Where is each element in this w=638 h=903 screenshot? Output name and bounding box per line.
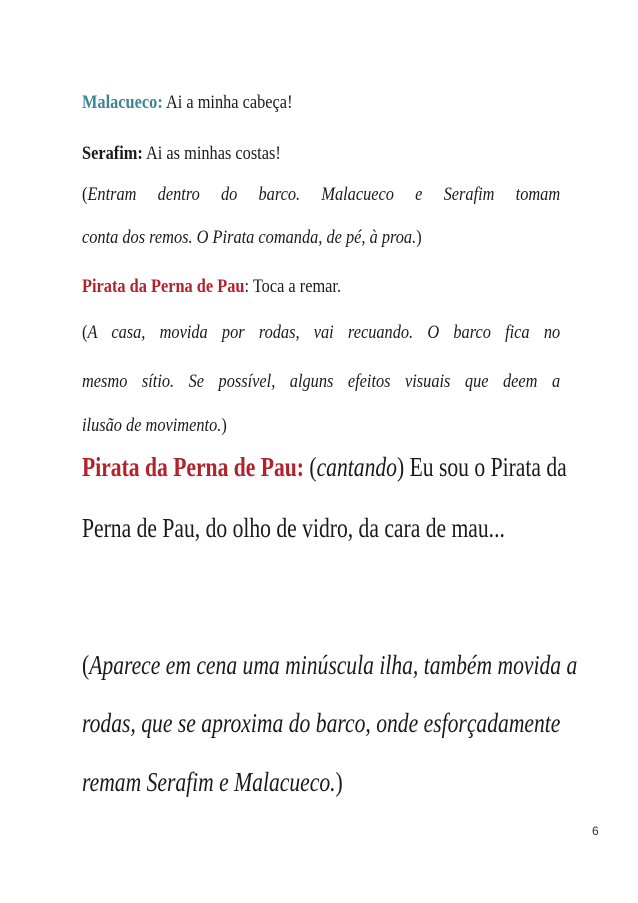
speaker-pirata: Pirata da Perna de Pau: — [82, 452, 304, 482]
close-paren: ) — [221, 415, 227, 436]
dialogue-line-pirata-song — [82, 513, 560, 544]
close-paren: ) — [396, 452, 405, 482]
stage-direction-line — [82, 708, 560, 739]
dialogue-line-serafim — [82, 143, 560, 165]
stage-direction-text: ilusão de movimento. — [82, 415, 222, 436]
open-paren: ( — [303, 452, 317, 482]
close-paren: ) — [416, 227, 422, 248]
stage-direction-line — [82, 371, 560, 393]
stage-direction-line — [82, 184, 560, 206]
stage-direction-text: A casa, movida por rodas, vai recuando. O barco fica no — [87, 322, 561, 343]
dialogue-text: Eu sou o Pirata da — [404, 452, 567, 482]
speaker-serafim: Serafim: — [82, 143, 143, 164]
speaker-pirata: Pirata da Perna de Pau — [82, 276, 245, 297]
dialogue-line-malacueco — [82, 92, 560, 114]
stage-direction-line — [82, 227, 560, 249]
close-paren: ) — [335, 767, 343, 797]
stage-direction-text: rodas, que se aproxima do barco, onde esforçadamente — [82, 708, 561, 738]
dialogue-text: Ai as minhas costas! — [142, 143, 281, 164]
open-paren: ( — [82, 322, 88, 343]
dialogue-text: : Toca a remar. — [244, 276, 342, 297]
dialogue-line-pirata-song — [82, 452, 567, 483]
open-paren: ( — [82, 650, 90, 680]
open-paren: ( — [82, 184, 88, 205]
stage-direction-line — [82, 767, 560, 798]
stage-direction-text: cantando — [316, 452, 397, 482]
stage-direction-text: conta dos remos. O Pirata comanda, de pé, à proa. — [82, 227, 417, 248]
speaker-malacueco: Malacueco: — [82, 92, 163, 113]
stage-direction-line — [82, 650, 578, 681]
stage-direction-text: Aparece em cena uma minúscula ilha, também movida a — [89, 650, 578, 680]
stage-direction-line — [82, 322, 560, 344]
stage-direction-text: remam Serafim e Malacueco. — [82, 767, 336, 797]
dialogue-text: Perna de Pau, do olho de vidro, da cara de mau... — [82, 513, 505, 543]
dialogue-text: Ai a minha cabeça! — [162, 92, 293, 113]
stage-direction-text: mesmo sítio. Se possível, alguns efeitos visuais que deem a — [82, 371, 561, 392]
stage-direction-line — [82, 415, 560, 437]
page-number: 6 — [592, 824, 599, 838]
dialogue-line-pirata — [82, 276, 560, 298]
stage-direction-text: Entram dentro do barco. Malacueco e Serafim tomam — [87, 184, 561, 205]
